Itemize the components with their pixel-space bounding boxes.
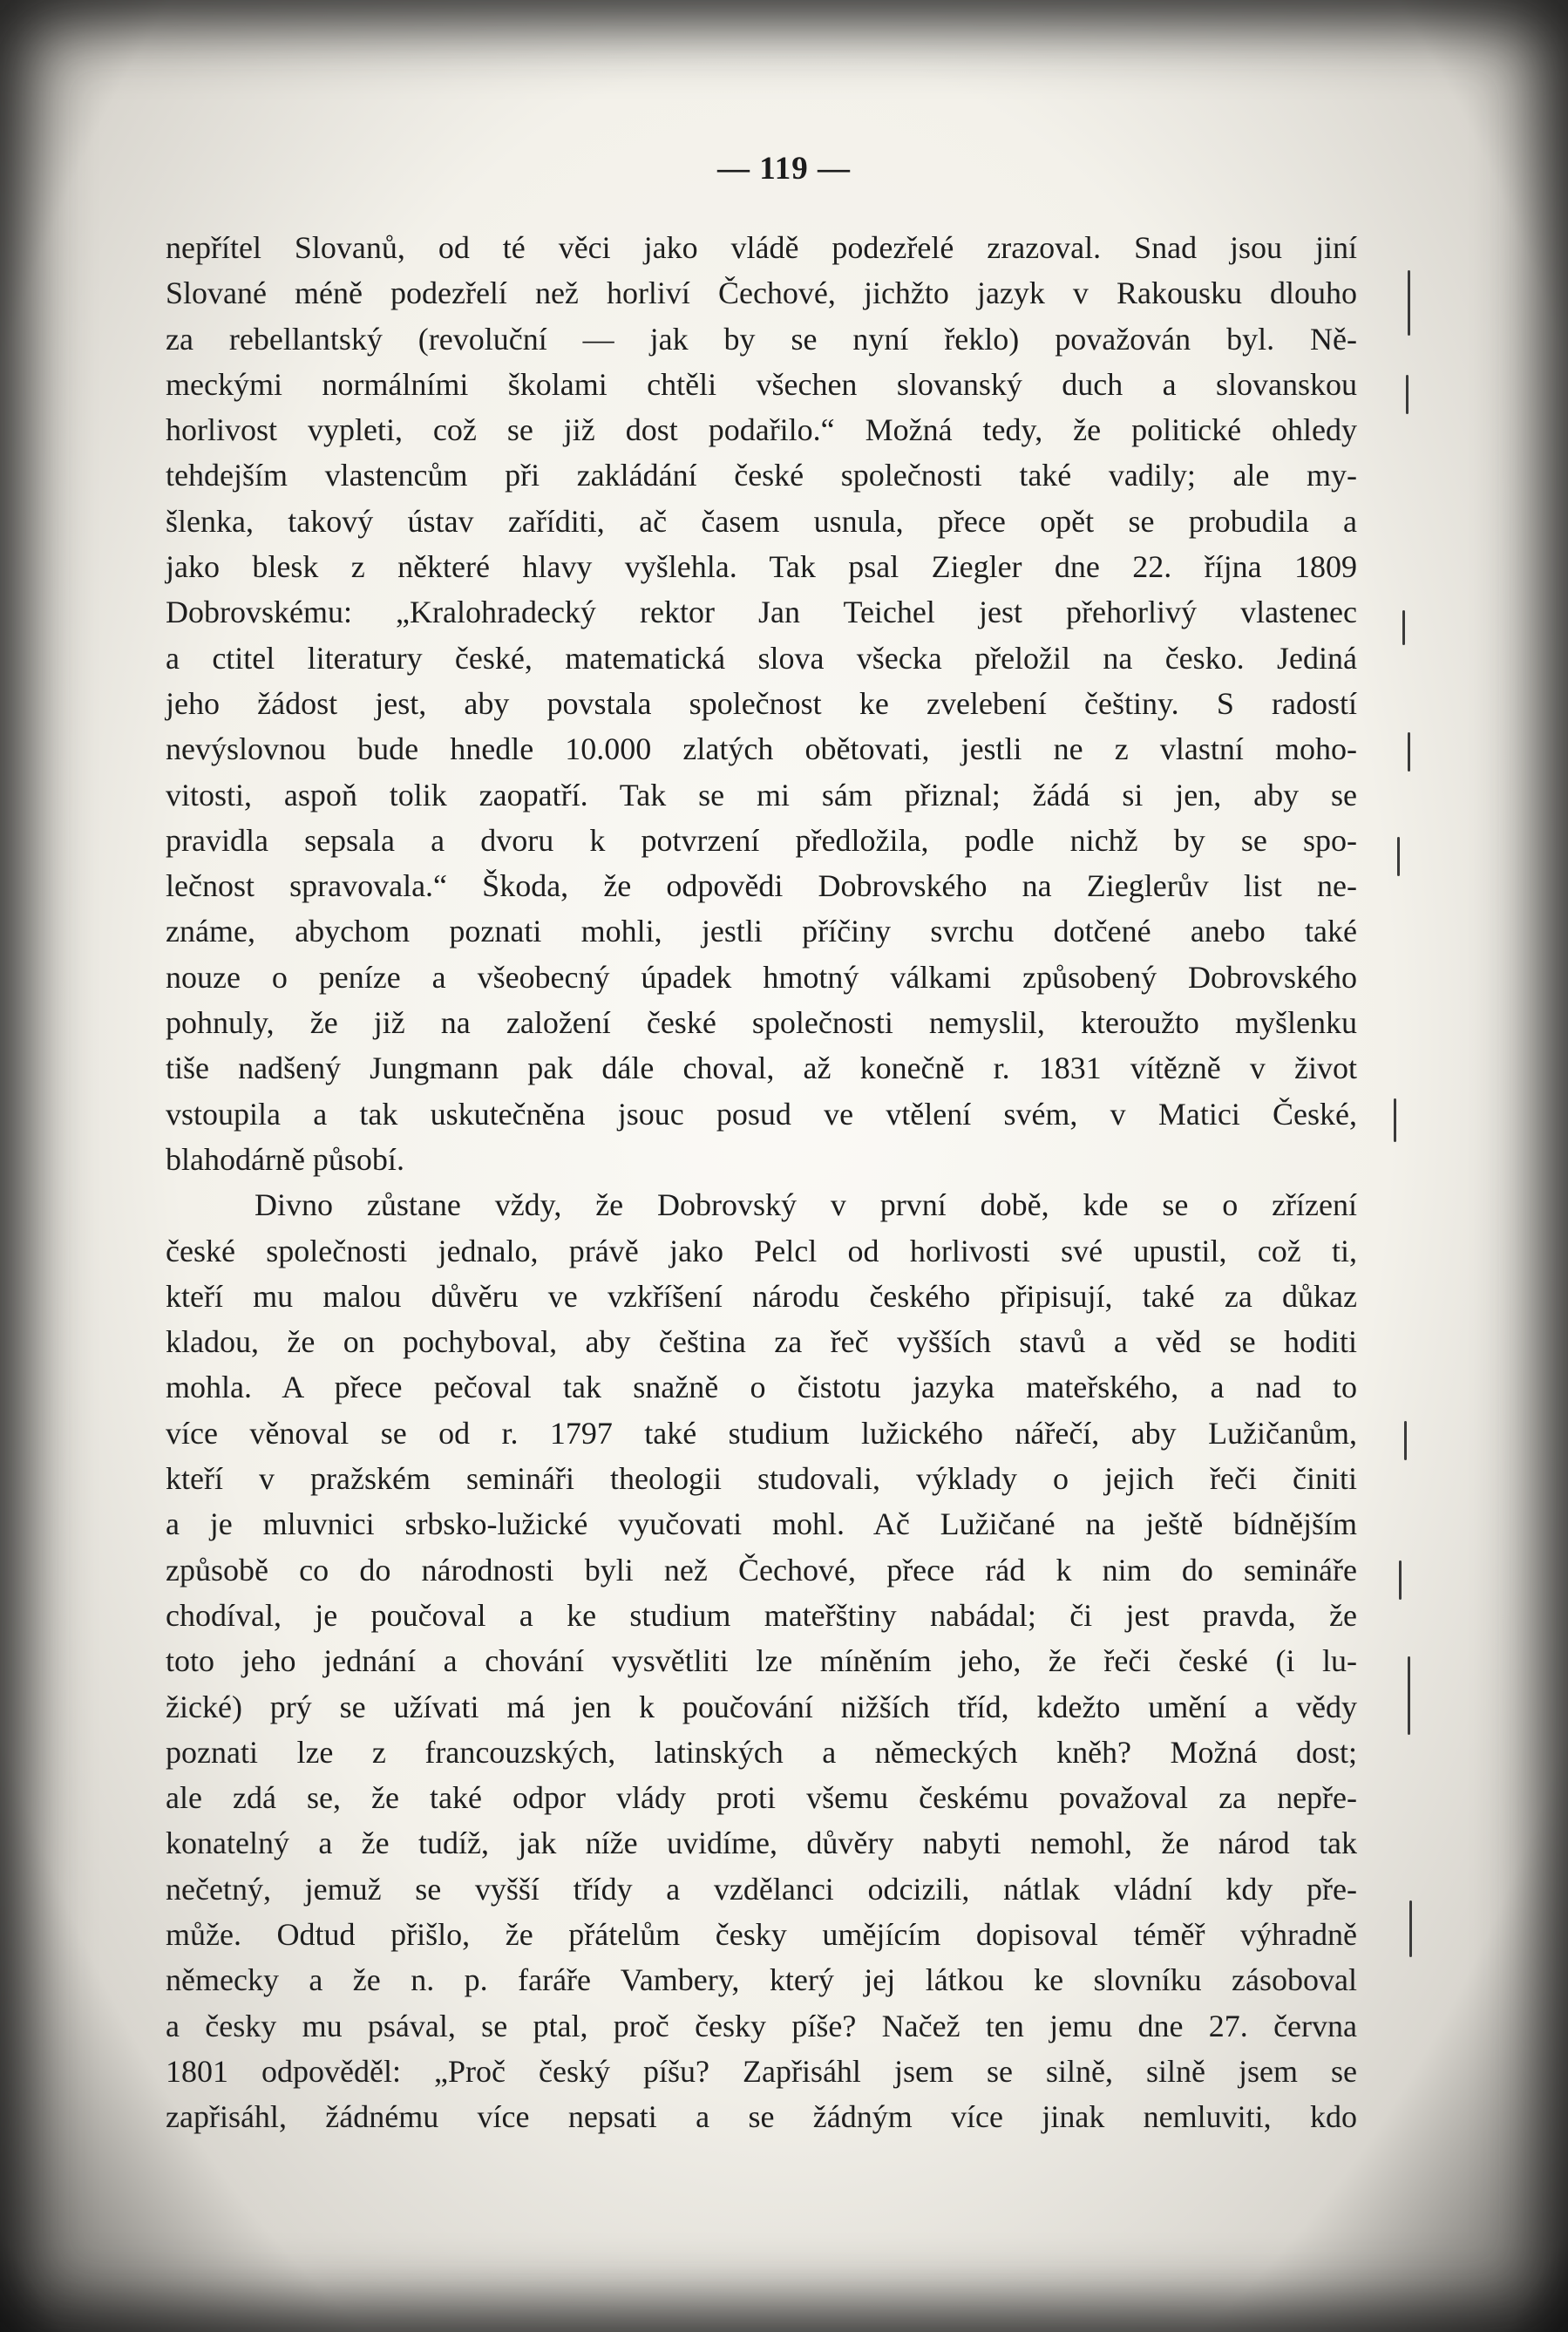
text-line: meckými normálními školami chtěli všechen slovanský duch a slovanskou — [166, 366, 1357, 402]
text-line: způsobě co do národnosti byli než Čechové, přece rád k nim do semináře — [166, 1552, 1357, 1588]
margin-mark — [1404, 1421, 1407, 1460]
margin-mark — [1394, 1098, 1396, 1142]
text-line: konatelný a že tudíž, jak níže uvidíme, důvěry nabyti nemohl, že národ tak — [166, 1825, 1357, 1861]
text-line: a česky mu psával, se ptal, proč česky píše? Načež ten jemu dne 27. června — [166, 2008, 1357, 2043]
margin-mark — [1399, 1560, 1402, 1600]
text-line: a ctitel literatury české, matematická slova všecka přeložil na česko. Jediná — [166, 640, 1357, 676]
text-line: chodíval, je poučoval a ke studium mateřštiny nabádal; či jest pravda, že — [166, 1597, 1357, 1633]
margin-mark — [1409, 1900, 1412, 1957]
text-line: Slované méně podezřelí než horliví Čechové, jichžto jazyk v Rakousku dlouho — [166, 275, 1357, 311]
text-line: Divno zůstane vždy, že Dobrovský v první době, kde se o zřízení — [255, 1187, 1357, 1223]
text-line: německy a že n. p. faráře Vambery, který jej látkou ke slovníku zásoboval — [166, 1962, 1357, 1998]
text-line: ale zdá se, že také odpor vlády proti všemu českému považoval za nepře- — [166, 1780, 1357, 1816]
text-line: lečnost spravovala.“ Škoda, že odpovědi Dobrovského na Zieglerův list ne- — [166, 868, 1357, 904]
text-line: známe, abychom poznati mohli, jestli příčiny svrchu dotčené anebo také — [166, 914, 1357, 949]
text-line: kladou, že on pochyboval, aby čeština za řeč vyšších stavů a věd se hoditi — [166, 1324, 1357, 1360]
text-line: vitosti, aspoň tolik zaopatří. Tak se mi sám přiznal; žádá si jen, aby se — [166, 777, 1357, 812]
paragraph-2 — [166, 1182, 1357, 2139]
text-line: toto jeho jednání a chování vysvětliti lze míněním jeho, že řeči české (i lu- — [166, 1643, 1357, 1679]
text-line: pravidla sepsala a dvoru k potvrzení předložila, podle nichž by se spo- — [166, 822, 1357, 858]
text-line: může. Odtud přišlo, že přátelům česky umějícím dopisoval téměř výhradně — [166, 1916, 1357, 1952]
text-line: kteří v pražském semináři theologii studovali, výklady o jejich řeči činiti — [166, 1461, 1357, 1497]
margin-mark — [1397, 837, 1400, 876]
text-line: Dobrovskému: „Kralohradecký rektor Jan Teichel jest přehorlivý vlastenec — [166, 595, 1357, 630]
text-line: jako blesk z některé hlavy vyšlehla. Tak psal Ziegler dne 22. října 1809 — [166, 549, 1357, 585]
page-number: — 119 — — [717, 151, 851, 187]
text-line: vstoupila a tak uskutečněna jsouc posud ve vtělení svém, v Matici České, — [166, 1096, 1357, 1132]
text-line: nouze o peníze a všeobecný úpadek hmotný válkami způsobený Dobrovského — [166, 959, 1357, 995]
text-line: pohnuly, že již na založení české společnosti nemyslil, kteroužto myšlenku — [166, 1005, 1357, 1041]
text-line: více věnoval se od r. 1797 také studium lužického nářečí, aby Lužičanům, — [166, 1415, 1357, 1451]
text-line: horlivost vypleti, což se již dost podařilo.“ Možná tedy, že politické ohledy — [166, 412, 1357, 448]
margin-mark — [1402, 610, 1405, 645]
text-line: tehdejším vlastencům při zakládání české společnosti také vadily; ale my- — [166, 458, 1357, 493]
text-line: šlenka, takový ústav zaříditi, ač časem usnula, přece opět se probudila a — [166, 503, 1357, 539]
text-line: české společnosti jednalo, právě jako Pelcl od horlivosti své upustil, což ti, — [166, 1233, 1357, 1268]
margin-mark — [1406, 375, 1408, 414]
text-line: blahodárně působí. — [166, 1141, 404, 1177]
text-line: a je mluvnici srbsko-lužické vyučovati mohl. Ač Lužičané na ještě bídnějším — [166, 1506, 1357, 1542]
margin-mark — [1408, 732, 1410, 772]
text-line: tiše nadšený Jungmann pak dále choval, až konečně r. 1831 vítězně v život — [166, 1050, 1357, 1086]
text-line: mohla. A přece pečoval tak snažně o čistotu jazyka mateřského, a nad to — [166, 1370, 1357, 1405]
text-line: zapřisáhl, žádnému více nepsati a se žádným více jinak nemluviti, kdo — [166, 2099, 1357, 2135]
text-line: nevýslovnou bude hnedle 10.000 zlatých obětovati, jestli ne z vlastní moho- — [166, 731, 1357, 767]
margin-mark — [1408, 1656, 1410, 1735]
text-line: žické) prý se užívati má jen k poučování nižších tříd, kdežto umění a vědy — [166, 1689, 1357, 1724]
text-line: nečetný, jemuž se vyšší třídy a vzdělanci odcizili, nátlak vládní kdy pře- — [166, 1871, 1357, 1907]
text-line: jeho žádost jest, aby povstala společnost ke zvelebení češtiny. S radostí — [166, 685, 1357, 721]
paragraph-1 — [166, 225, 1357, 1182]
text-line: nepřítel Slovanů, od té věci jako vládě podezřelé zrazoval. Snad jsou jiní — [166, 230, 1357, 265]
text-line: kteří mu malou důvěru ve vzkříšení národu českého připisují, také za důkaz — [166, 1278, 1357, 1314]
text-line: za rebellantský (revoluční — jak by se nyní řeklo) považován byl. Ně- — [166, 321, 1357, 357]
text-line: poznati lze z francouzských, latinských a německých kněh? Možná dost; — [166, 1734, 1357, 1770]
text-line: 1801 odpověděl: „Proč český píšu? Zapřisáhl jsem se silně, silně jsem se — [166, 2053, 1357, 2089]
body-text — [166, 225, 1357, 2139]
margin-mark — [1408, 270, 1410, 336]
margin-pencil-marks — [1390, 262, 1442, 1918]
